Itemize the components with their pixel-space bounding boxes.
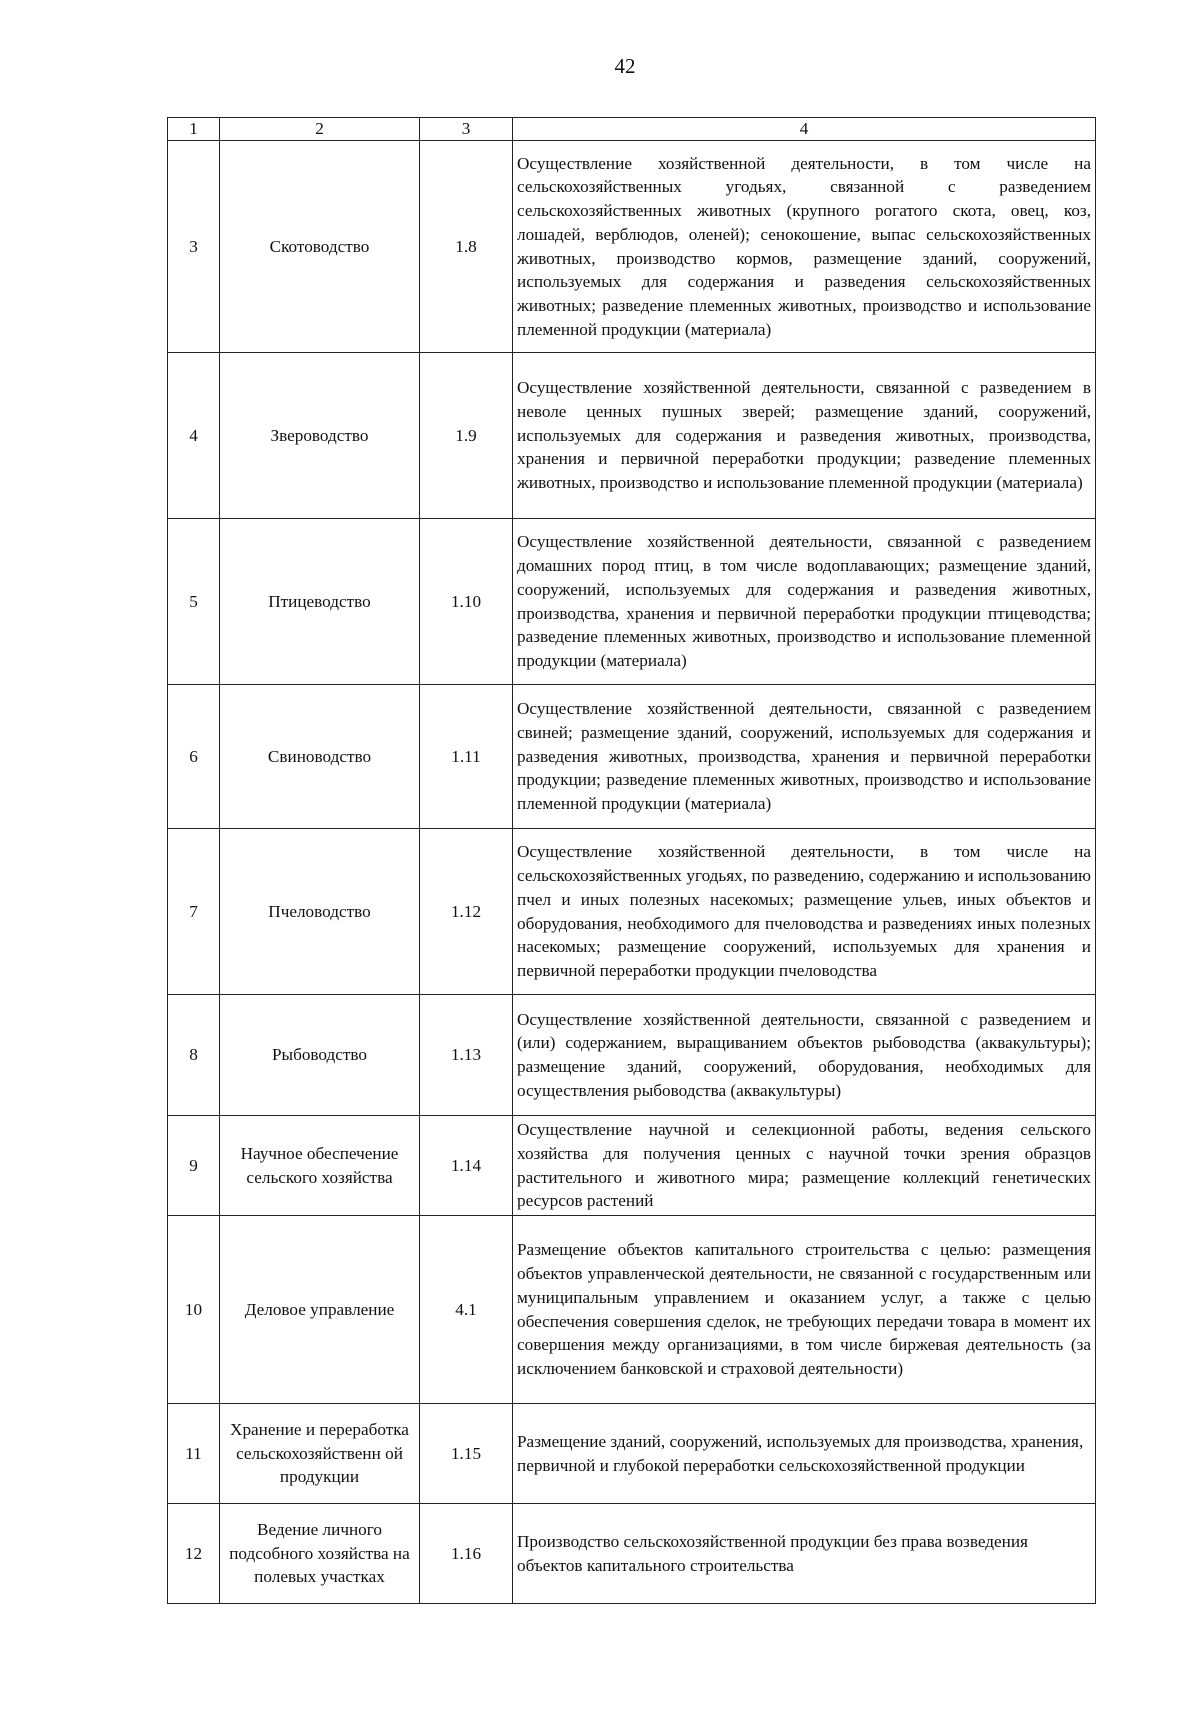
land-use-code: 1.9 — [420, 353, 513, 519]
land-use-description: Производство сельскохозяйственной продукции без права возведения объектов капитального строительства — [513, 1504, 1096, 1604]
row-number: 11 — [168, 1404, 220, 1504]
table-row — [168, 353, 1096, 519]
land-use-name: Свиноводство — [220, 685, 420, 829]
header-col-3: 3 — [420, 118, 513, 141]
land-use-table — [167, 117, 1096, 1604]
land-use-code: 1.12 — [420, 829, 513, 995]
table-row — [168, 141, 1096, 353]
row-number: 10 — [168, 1216, 220, 1404]
land-use-code: 4.1 — [420, 1216, 513, 1404]
land-use-description: Размещение объектов капитального строительства с целью: размещения объектов управленческой деятельности, не связанной с государственным или муниципальным управлением и оказанием услуг, а также с целью обеспечения совершения сделок, не требующих передачи товара в момент их совершения между организациями, в том числе биржевая деятельность (за исключением банковской и страховой деятельности) — [513, 1216, 1096, 1404]
row-number: 7 — [168, 829, 220, 995]
land-use-description: Осуществление хозяйственной деятельности, связанной с разведением и (или) содержанием, выращиванием объектов рыбоводства (аквакультуры); размещение зданий, сооружений, оборудования, необходимых для осуществления рыбоводства (аквакультуры) — [513, 995, 1096, 1116]
land-use-name: Рыбоводство — [220, 995, 420, 1116]
table-row — [168, 1404, 1096, 1504]
table-row — [168, 1504, 1096, 1604]
table-row — [168, 1116, 1096, 1216]
row-number: 8 — [168, 995, 220, 1116]
land-use-code: 1.13 — [420, 995, 513, 1116]
row-number: 9 — [168, 1116, 220, 1216]
land-use-description: Размещение зданий, сооружений, используемых для производства, хранения, первичной и глубокой переработки сельскохозяйственной продукции — [513, 1404, 1096, 1504]
land-use-code: 1.14 — [420, 1116, 513, 1216]
table-header-row — [168, 118, 1096, 141]
land-use-name: Пчеловодство — [220, 829, 420, 995]
land-use-code: 1.10 — [420, 519, 513, 685]
land-use-name: Ведение личного подсобного хозяйства на полевых участках — [220, 1504, 420, 1604]
header-col-2: 2 — [220, 118, 420, 141]
table-row — [168, 829, 1096, 995]
land-use-description: Осуществление хозяйственной деятельности, в том числе на сельскохозяйственных угодьях, по разведению, содержанию и использованию пчел и иных полезных насекомых; размещение ульев, иных объектов и оборудования, необходимого для пчеловодства и разведениях иных полезных насекомых; размещение сооружений, используемых для хранения и первичной переработки продукции пчеловодства — [513, 829, 1096, 995]
land-use-code: 1.16 — [420, 1504, 513, 1604]
land-use-name: Птицеводство — [220, 519, 420, 685]
page-number: 42 — [614, 54, 636, 78]
row-number: 4 — [168, 353, 220, 519]
land-use-description: Осуществление научной и селекционной работы, ведения сельского хозяйства для получения ценных с научной точки зрения образцов растительного и животного мира; размещение коллекций генетических ресурсов растений — [513, 1116, 1096, 1216]
land-use-name: Скотоводство — [220, 141, 420, 353]
land-use-description: Осуществление хозяйственной деятельности, связанной с разведением в неволе ценных пушных зверей; размещение зданий, сооружений, используемых для содержания и разведения животных, производства, хранения и первичной переработки продукции; разведение племенных животных, производство и использование племенной продукции (материала) — [513, 353, 1096, 519]
table-row — [168, 519, 1096, 685]
row-number: 3 — [168, 141, 220, 353]
land-use-code: 1.15 — [420, 1404, 513, 1504]
header-col-4: 4 — [513, 118, 1096, 141]
land-use-description: Осуществление хозяйственной деятельности, связанной с разведением домашних пород птиц, в том числе водоплавающих; размещение зданий, сооружений, используемых для содержания и разведения животных, производства, хранения и первичной переработки продукции птицеводства; разведение племенных животных, производство и использование племенной продукции (материала) — [513, 519, 1096, 685]
land-use-name: Звероводство — [220, 353, 420, 519]
land-use-code: 1.11 — [420, 685, 513, 829]
land-use-name: Деловое управление — [220, 1216, 420, 1404]
land-use-code: 1.8 — [420, 141, 513, 353]
land-use-description: Осуществление хозяйственной деятельности, в том числе на сельскохозяйственных угодьях, связанной с разведением сельскохозяйственных животных (крупного рогатого скота, овец, коз, лошадей, верблюдов, оленей); сенокошение, выпас сельскохозяйственных животных, производство кормов, размещение зданий, сооружений, используемых для содержания и разведения сельскохозяйственных животных; разведение племенных животных, производство и использование племенной продукции (материала) — [513, 141, 1096, 353]
land-use-description: Осуществление хозяйственной деятельности, связанной с разведением свиней; размещение зданий, сооружений, используемых для содержания и разведения животных, производства, хранения и первичной переработки продукции; разведение племенных животных, производство и использование племенной продукции (материала) — [513, 685, 1096, 829]
table-row — [168, 995, 1096, 1116]
row-number: 6 — [168, 685, 220, 829]
row-number: 5 — [168, 519, 220, 685]
land-use-name: Хранение и переработка сельскохозяйственн ой продукции — [220, 1404, 420, 1504]
header-col-1: 1 — [168, 118, 220, 141]
table-row — [168, 1216, 1096, 1404]
table-row — [168, 685, 1096, 829]
row-number: 12 — [168, 1504, 220, 1604]
land-use-name: Научное обеспечение сельского хозяйства — [220, 1116, 420, 1216]
